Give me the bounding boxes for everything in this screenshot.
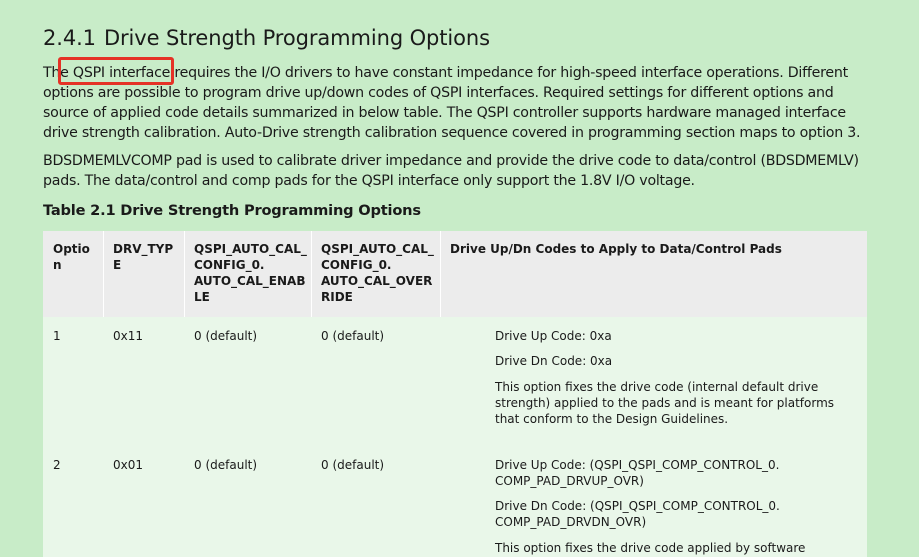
row2-option: 2 — [53, 458, 61, 472]
header-option: Optio n — [53, 242, 90, 272]
table-body — [43, 317, 867, 557]
section-title: Drive Strength Programming Options — [103, 26, 490, 50]
table-caption: Table 2.1 Drive Strength Programming Options — [43, 202, 421, 219]
table-header — [43, 231, 867, 317]
row1-description: This option fixes the drive code (internal default drive strength) applied to the pads and is meant for platforms that conform to the Design Guidelines. — [495, 380, 835, 426]
header-auto-cal-override: QSPI_AUTO_CAL_ CONFIG_0. AUTO_CAL_OVER RIDE — [321, 242, 434, 304]
section-number: 2.4.1 — [43, 26, 96, 50]
comp-pad-paragraph: BDSDMEMLVCOMP pad is used to calibrate driver impedance and provide the drive code to data/control (BDSDMEMLV) pads. The data/control and comp pads for the QSPI interface only support the 1.8V I/O voltage. — [43, 153, 859, 189]
row1-enable: 0 (default) — [194, 329, 258, 343]
row2-override: 0 (default) — [321, 458, 385, 472]
column-divider — [103, 231, 104, 317]
column-divider — [184, 231, 185, 317]
row1-option: 1 — [53, 329, 61, 343]
header-drive-codes: Drive Up/Dn Codes to Apply to Data/Control Pads — [450, 242, 782, 256]
row1-drv-type: 0x11 — [113, 329, 144, 343]
highlight-box — [58, 57, 174, 85]
row2-drv-type: 0x01 — [113, 458, 144, 472]
header-auto-cal-enable: QSPI_AUTO_CAL_ CONFIG_0. AUTO_CAL_ENAB LE — [194, 242, 307, 304]
row2-description: This option fixes the drive code applied by software — [495, 541, 806, 555]
row2-drive-dn: Drive Dn Code: (QSPI_QSPI_COMP_CONTROL_0. COMP_PAD_DRVDN_OVR) — [495, 499, 780, 529]
row1-drive-up: Drive Up Code: 0xa — [495, 329, 612, 343]
row1-drive-dn: Drive Dn Code: 0xa — [495, 354, 613, 368]
intro-paragraph: The QSPI interface requires the I/O drivers to have constant impedance for high-speed interface operations. Different options are possible to program drive up/down codes of QSPI interfaces. Required settings for different options and source of applied code details summarized in below table. The QSPI controller supports hardware managed interface drive strength calibration. Auto-Drive strength calibration sequence covered in programming section maps to option 3. — [43, 65, 861, 141]
column-divider — [311, 231, 312, 317]
column-divider — [440, 231, 441, 317]
header-drv-type: DRV_TYP E — [113, 242, 174, 272]
section-heading — [43, 26, 490, 50]
row2-enable: 0 (default) — [194, 458, 258, 472]
row2-drive-up: Drive Up Code: (QSPI_QSPI_COMP_CONTROL_0. COMP_PAD_DRVUP_OVR) — [495, 458, 780, 488]
row1-override: 0 (default) — [321, 329, 385, 343]
